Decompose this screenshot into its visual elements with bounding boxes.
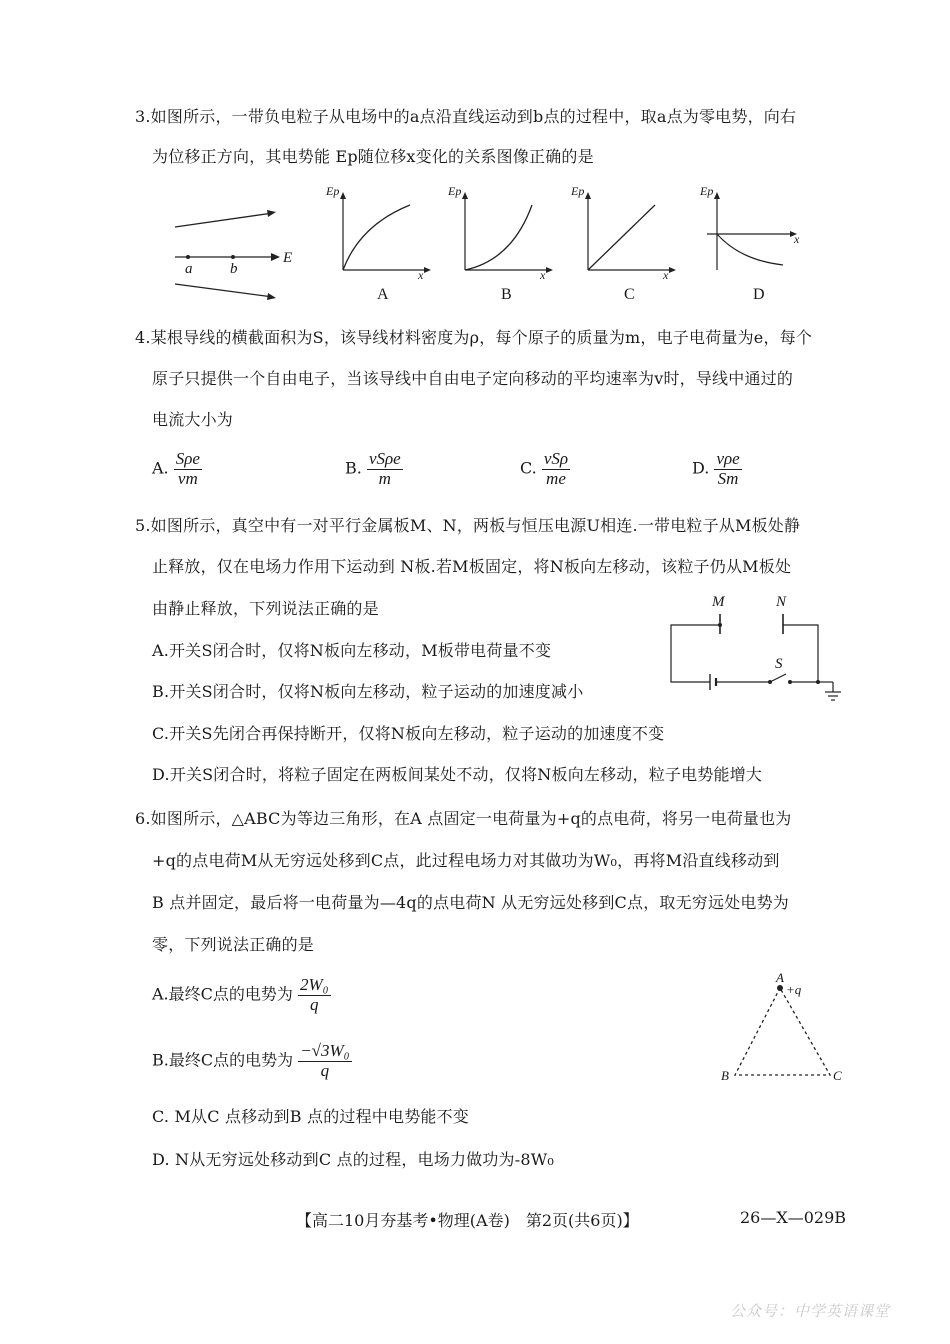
q4-option-A-num: Sρe xyxy=(175,449,200,468)
footer-title: 【高二10月夯基考•物理(A卷) 第2页(共6页)】 xyxy=(296,1211,639,1230)
graph-option-A: A xyxy=(377,286,389,303)
q6-option-A-den: q xyxy=(310,994,319,1014)
graph-D xyxy=(705,190,805,275)
graph-C-ylabel: Ep xyxy=(571,184,585,198)
field-label-E: E xyxy=(283,250,293,266)
q6-option-A-fraction xyxy=(298,976,331,1014)
q4-option-D xyxy=(692,450,742,488)
graph-B xyxy=(457,190,557,275)
q4-option-A xyxy=(152,450,202,488)
q5-option-D: D.开关S闭合时，将粒子固定在两板间某处不动，仅将N板向左移动，粒子电势能增大 xyxy=(152,765,763,784)
q6-option-B xyxy=(152,1042,352,1080)
q6-option-D: D. N从无穷远处移动到C 点的过程，电场力做功为-8W₀ xyxy=(152,1150,555,1169)
q4-option-B-den: m xyxy=(378,468,391,488)
q6-option-B-fraction xyxy=(298,1042,351,1080)
q6-option-C: C. M从C 点移动到B 点的过程中电势能不变 xyxy=(152,1107,469,1126)
footer-code: 26—X—029B xyxy=(740,1208,847,1227)
triangle-label-C: C xyxy=(833,1068,842,1083)
watermark: 公众号：中学英语课堂 xyxy=(730,1302,891,1320)
graph-A-xlabel: x xyxy=(418,268,424,282)
q5-line2: 止释放，仅在电场力作用下运动到 N板.若M板固定，将N板向左移动，该粒子仍从M板处 xyxy=(152,557,792,576)
triangle-label-q: +q xyxy=(786,982,802,997)
q5-line1: 5.如图所示，真空中有一对平行金属板M、N，两板与恒压电源U相连.一带电粒子从M板处静 xyxy=(135,516,801,535)
graph-option-D: D xyxy=(753,286,765,303)
q4-option-C xyxy=(520,450,570,488)
q4-option-D-label: D. xyxy=(692,458,710,478)
graph-B-xlabel: x xyxy=(540,268,546,282)
graph-B-ylabel: Ep xyxy=(448,184,462,198)
field-label-a: a xyxy=(185,261,193,277)
q4-option-B xyxy=(345,450,403,488)
q6-option-A-text: A.最终C点的电势为 xyxy=(152,984,293,1004)
q6-line2: +q的点电荷M从无穷远处移到C点，此过程电场力对其做功为W₀，再将M沿直线移动到 xyxy=(152,851,780,870)
q3-line1: 3.如图所示，一带负电粒子从电场中的a点沿直线运动到b点的过程中，取a点为零电势，向右 xyxy=(135,107,797,126)
q6-line1: 6.如图所示，△ABC为等边三角形，在A 点固定一电荷量为+q的点电荷，将另一电荷量也为 xyxy=(135,809,792,828)
q4-option-A-den: vm xyxy=(177,468,198,488)
q4-option-A-fraction xyxy=(174,450,202,488)
q4-line1: 4.某根导线的横截面积为S，该导线材料密度为ρ，每个原子的质量为m，电子电荷量为e，每个 xyxy=(135,328,813,347)
circuit-figure xyxy=(668,612,848,707)
q4-option-C-fraction xyxy=(542,450,570,488)
triangle-label-A: A xyxy=(776,970,784,985)
q6-option-B-den: q xyxy=(320,1060,330,1080)
q4-option-C-num: vSρ xyxy=(543,449,569,468)
q4-option-A-label: A. xyxy=(152,458,169,478)
q6-option-B-text: B.最终C点的电势为 xyxy=(152,1050,294,1070)
q3-line2: 为位移正方向，其电势能 Ep随位移x变化的关系图像正确的是 xyxy=(152,147,594,166)
graph-A-ylabel: Ep xyxy=(326,184,340,198)
q6-option-A xyxy=(152,976,331,1014)
graph-D-ylabel: Ep xyxy=(700,184,714,198)
q6-option-B-num: −√3W₀ xyxy=(300,1041,350,1060)
q5-line3: 由静止释放，下列说法正确的是 xyxy=(152,599,379,618)
graph-C xyxy=(580,190,680,275)
q4-option-D-den: Sm xyxy=(717,468,739,488)
q4-option-B-fraction xyxy=(367,450,403,488)
q6-line4: 零，下列说法正确的是 xyxy=(152,935,315,954)
q4-line3: 电流大小为 xyxy=(152,410,234,429)
q6-option-A-num: 2W₀ xyxy=(299,975,329,994)
q4-option-B-label: B. xyxy=(345,458,362,478)
graph-option-B: B xyxy=(501,286,512,303)
q6-line3: B 点并固定，最后将一电荷量为—4q的点电荷N 从无穷远处移到C点，取无穷远处电势为 xyxy=(152,893,789,912)
circuit-label-M: M xyxy=(712,594,725,610)
circuit-label-S: S xyxy=(775,656,783,672)
graph-A xyxy=(335,190,435,275)
circuit-label-N: N xyxy=(776,594,787,610)
field-lines-figure xyxy=(170,205,300,305)
q4-option-B-num: vSρe xyxy=(368,449,401,468)
q4-option-D-fraction xyxy=(714,450,741,488)
graph-D-xlabel: x xyxy=(794,232,800,246)
q5-option-A: A.开关S闭合时，仅将N板向左移动，M板带电荷量不变 xyxy=(152,641,552,660)
q4-option-C-label: C. xyxy=(520,458,537,478)
graph-option-C: C xyxy=(624,286,635,303)
field-label-b: b xyxy=(230,261,238,277)
q5-option-C: C.开关S先闭合再保持断开，仅将N板向左移动，粒子运动的加速度不变 xyxy=(152,724,665,743)
q4-option-D-num: vρe xyxy=(716,449,740,468)
graph-C-xlabel: x xyxy=(663,268,669,282)
q4-line2: 原子只提供一个自由电子，当该导线中自由电子定向移动的平均速率为v时，导线中通过的 xyxy=(152,369,794,388)
q5-option-B: B.开关S闭合时，仅将N板向左移动，粒子运动的加速度减小 xyxy=(152,682,584,701)
q4-option-C-den: me xyxy=(546,468,566,488)
triangle-label-B: B xyxy=(721,1068,729,1083)
triangle-figure xyxy=(725,980,845,1080)
